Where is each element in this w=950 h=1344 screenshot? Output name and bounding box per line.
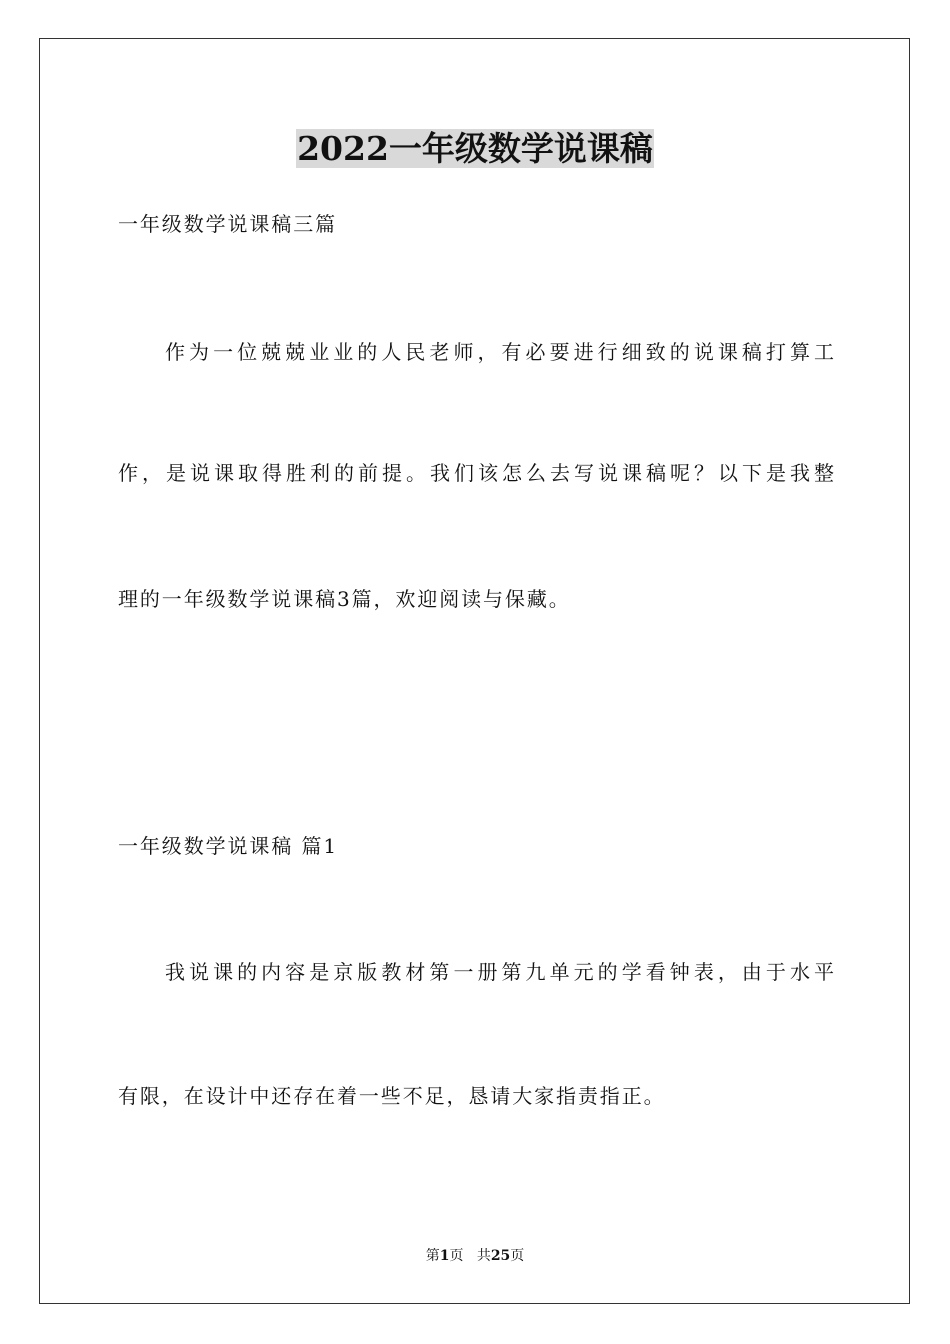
- footer-total-pages: 25: [490, 1248, 511, 1264]
- section-line-2: 有限，在设计中还存在着一些不足，恳请大家指责指正。: [118, 1084, 666, 1108]
- document-subtitle: 一年级数学说课稿三篇: [118, 212, 337, 236]
- footer-total-prefix: 共: [476, 1248, 491, 1264]
- section-heading: 一年级数学说课稿 篇1: [118, 834, 338, 858]
- footer-page-number: 1: [439, 1248, 450, 1264]
- document-title: [0, 128, 950, 170]
- intro-line-3: 理的一年级数学说课稿3篇，欢迎阅读与保藏。: [118, 587, 571, 611]
- section-line-1: 我说课的内容是京版教材第一册第九单元的学看钟表，由于水平: [165, 960, 834, 984]
- footer-page-suffix: 页: [449, 1248, 464, 1264]
- intro-line-2: 作，是说课取得胜利的前提。我们该怎么去写说课稿呢？以下是我整: [118, 461, 834, 485]
- footer-total-suffix: 页: [510, 1248, 525, 1264]
- footer-page-prefix: 第: [425, 1248, 440, 1264]
- document-title-text: 2022一年级数学说课稿: [297, 129, 653, 168]
- intro-line-1: 作为一位兢兢业业的人民老师，有必要进行细致的说课稿打算工: [165, 340, 834, 364]
- page-footer: [0, 1246, 950, 1266]
